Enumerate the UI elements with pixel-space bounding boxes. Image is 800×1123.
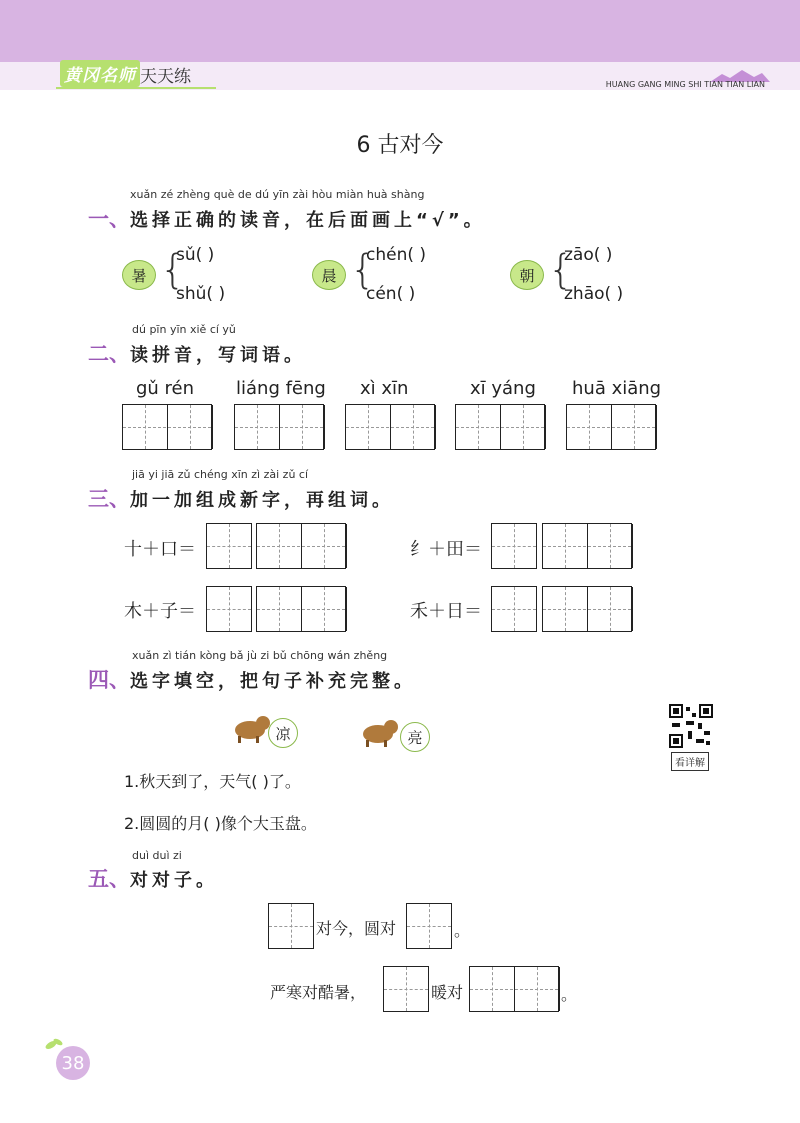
section5-pinyin: duì duì zi xyxy=(132,849,182,862)
word-box[interactable] xyxy=(256,523,346,569)
section2-number: 二、 xyxy=(88,342,130,366)
writing-grid[interactable] xyxy=(122,404,212,450)
brand-subtitle: 天天练 xyxy=(140,67,191,87)
compose-equation: 十＋口＝ xyxy=(124,539,196,560)
cow-icon xyxy=(230,713,274,743)
section3-number: 三、 xyxy=(88,487,130,511)
cow-icon xyxy=(358,717,402,747)
pron-option[interactable]: cén( ) xyxy=(366,284,416,304)
pron-option[interactable]: zāo( ) xyxy=(564,245,613,265)
section4-number: 四、 xyxy=(88,668,130,692)
couplet-box[interactable] xyxy=(383,966,429,1012)
section2-heading xyxy=(88,338,306,368)
word-box[interactable] xyxy=(542,586,632,632)
word-pinyin: xī yáng xyxy=(470,378,536,399)
brace-icon: { xyxy=(548,247,574,293)
brace-icon: { xyxy=(160,247,186,293)
brand-logo: 黄冈名师 xyxy=(60,60,140,87)
brand-underline xyxy=(56,87,216,89)
section1-instruction: 选择正确的读音，在后面画上“√”。 xyxy=(130,210,486,231)
couplet-word-box[interactable] xyxy=(469,966,559,1012)
snail-icon xyxy=(122,260,156,290)
couplet-text: 暖对 xyxy=(431,983,464,1002)
snail-icon xyxy=(312,260,346,290)
qr-code-icon[interactable] xyxy=(669,704,713,748)
couplet-punct: 。 xyxy=(561,985,578,1004)
choice-char[interactable]: 亮 xyxy=(400,722,430,752)
couplet-box[interactable] xyxy=(406,903,452,949)
section4-pinyin: xuǎn zì tián kòng bǎ jù zi bǔ chōng wán zhěng xyxy=(132,649,388,662)
pron-group-2 xyxy=(310,244,510,304)
choice-char[interactable]: 凉 xyxy=(268,718,298,748)
section1-heading xyxy=(88,203,486,233)
section4-heading xyxy=(88,664,416,694)
section5-number: 五、 xyxy=(88,867,130,891)
char-box[interactable] xyxy=(206,523,252,569)
qr-label[interactable]: 看详解 xyxy=(671,752,709,771)
lesson-title: 6 古对今 xyxy=(356,133,444,158)
word-box[interactable] xyxy=(542,523,632,569)
compose-equation: 木＋子＝ xyxy=(124,601,196,622)
char-chen: 晨 xyxy=(321,266,337,285)
section2-instruction: 读拼音，写词语。 xyxy=(130,345,306,366)
section5-instruction: 对对子。 xyxy=(130,870,218,891)
writing-grid[interactable] xyxy=(234,404,324,450)
writing-grid[interactable] xyxy=(345,404,435,450)
pron-group-1 xyxy=(120,244,320,304)
sentence-2: 2.圆圆的月( )像个大玉盘。 xyxy=(124,814,317,833)
word-pinyin: huā xiāng xyxy=(572,378,662,399)
section3-instruction: 加一加组成新字，再组词。 xyxy=(130,490,394,511)
page-number: 38 xyxy=(56,1046,90,1080)
writing-grid[interactable] xyxy=(566,404,656,450)
snail-icon xyxy=(510,260,544,290)
section5-heading xyxy=(88,863,218,893)
word-pinyin: gǔ rén xyxy=(136,378,195,399)
brand-english: HUANG GANG MING SHI TIAN TIAN LIAN xyxy=(605,80,765,89)
char-box[interactable] xyxy=(491,586,537,632)
pron-option[interactable]: zhāo( ) xyxy=(564,284,624,304)
couplet-text: 严寒对酷暑， xyxy=(270,983,367,1002)
section3-pinyin: jiā yi jiā zǔ chéng xīn zì zài zǔ cí xyxy=(132,468,309,481)
char-zhao: 朝 xyxy=(519,266,535,285)
compose-equation: 纟＋田＝ xyxy=(410,539,482,560)
sentence-1: 1.秋天到了，天气( )了。 xyxy=(124,772,301,791)
couplet-box[interactable] xyxy=(268,903,314,949)
couplet-text: 对今，圆对 xyxy=(316,919,397,938)
pron-group-3 xyxy=(508,244,708,304)
section2-pinyin: dú pīn yīn xiě cí yǔ xyxy=(132,323,236,336)
word-pinyin: liáng fēng xyxy=(236,378,326,399)
word-pinyin: xì xīn xyxy=(360,378,409,399)
section3-heading xyxy=(88,483,394,513)
pron-option[interactable]: sǔ( ) xyxy=(176,245,215,265)
writing-grid[interactable] xyxy=(455,404,545,450)
compose-equation: 禾＋日＝ xyxy=(410,601,482,622)
pron-option[interactable]: shǔ( ) xyxy=(176,284,226,304)
brace-icon: { xyxy=(350,247,376,293)
word-box[interactable] xyxy=(256,586,346,632)
char-shu: 暑 xyxy=(131,266,147,285)
section4-instruction: 选字填空，把句子补充完整。 xyxy=(130,671,416,692)
section1-pinyin: xuǎn zé zhèng què de dú yīn zài hòu miàn huà shàng xyxy=(130,188,425,201)
pron-option[interactable]: chén( ) xyxy=(366,245,427,265)
char-box[interactable] xyxy=(206,586,252,632)
couplet-punct: 。 xyxy=(454,921,471,940)
section1-number: 一、 xyxy=(88,207,130,231)
char-box[interactable] xyxy=(491,523,537,569)
